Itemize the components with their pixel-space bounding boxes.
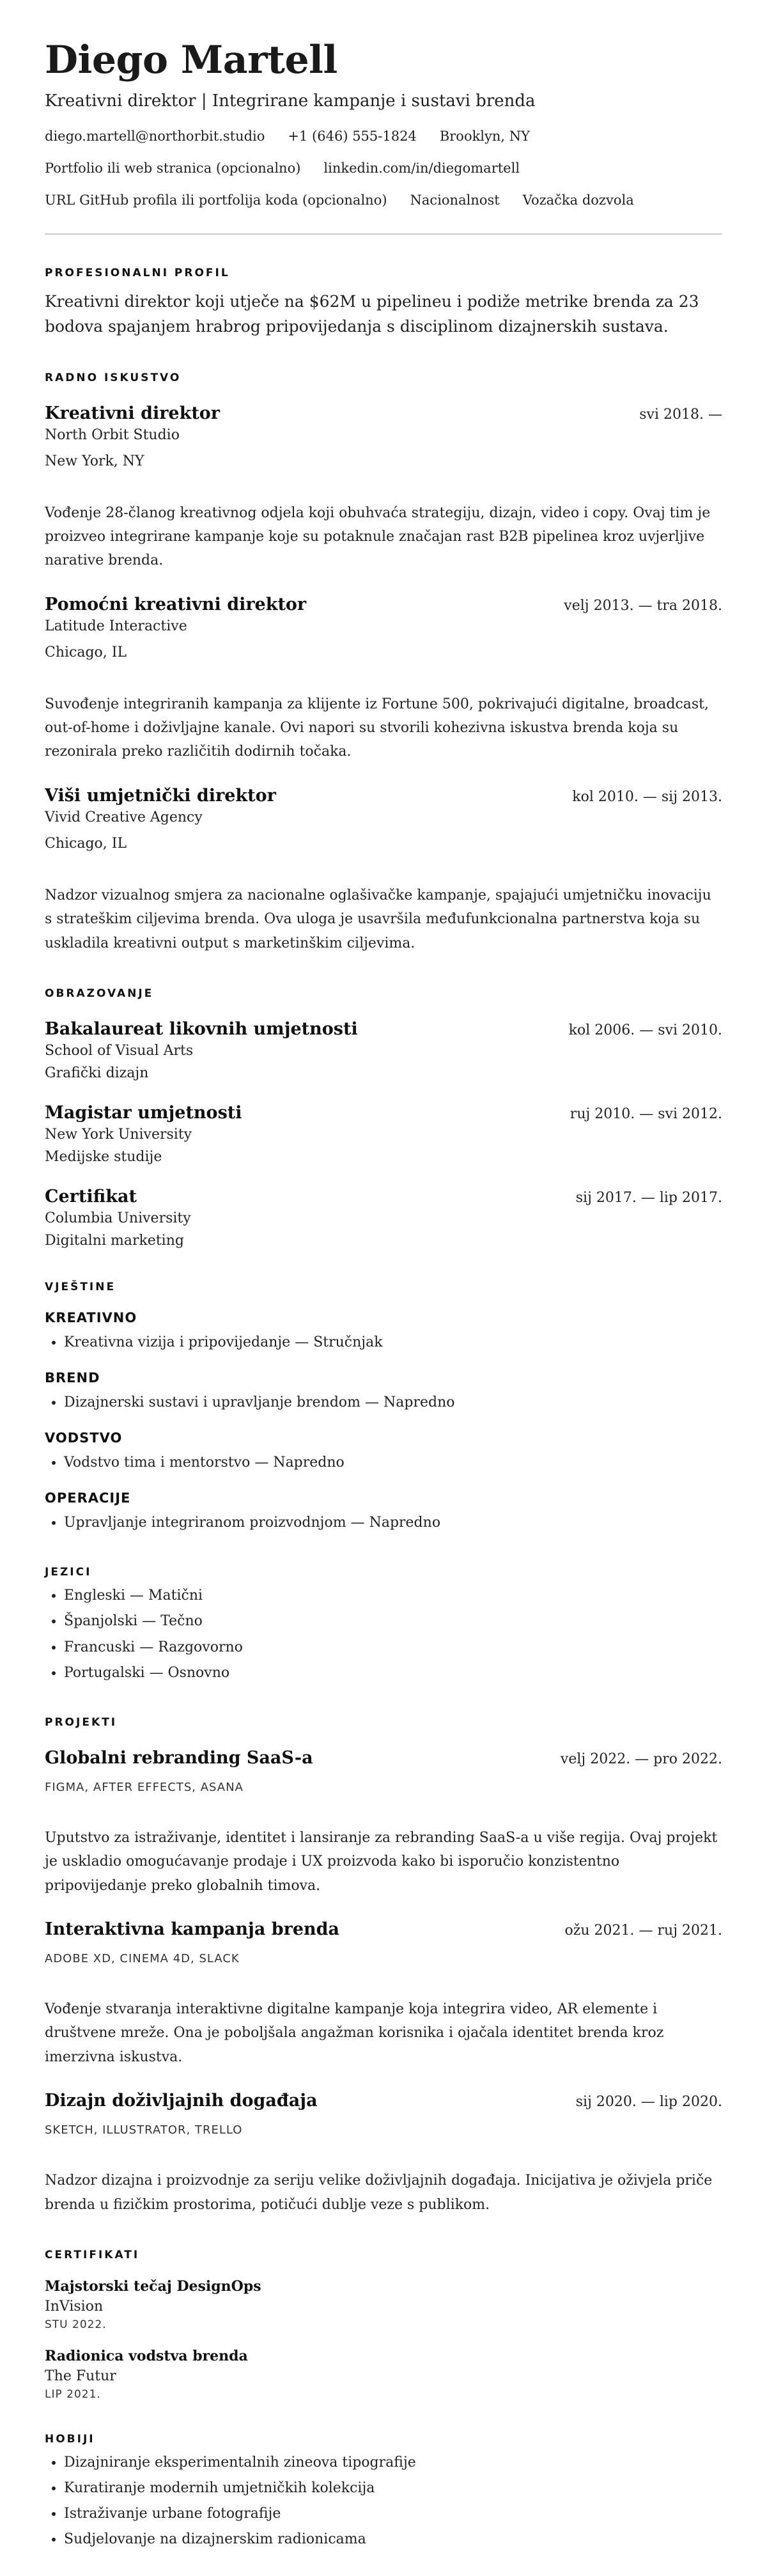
project-description: Vođenje stvaranja interaktivne digitalne kampanje koja integrira video, AR elemente i društvene mreže. Ona je poboljšala angažman korisnika i ojačala identitet brenda kroz imerzivna iskustva. [45, 2001, 664, 2065]
field-of-study: Medijske studije [45, 1149, 162, 1166]
skill-category: KREATIVNO [45, 1310, 137, 1326]
language-item: • Francuski — Razgovorno [64, 1637, 722, 1659]
job-location: Chicago, IL [45, 644, 127, 660]
project-name: Dizajn doživljajnih događaja [45, 2091, 318, 2111]
certificate-name: Majstorski tečaj DesignOps [45, 2277, 261, 2295]
project-description: Nadzor dizajna i proizvodnje za seriju velike doživljajnih događaja. Inicijativa je oživjela priče brenda u fizičkim prostorima, potičući dublje veze s publikom. [45, 2173, 713, 2213]
job-date: velj 2013. — tra 2018. [564, 597, 722, 614]
hobby-item: • Kuratiranje modernih umjetničkih kolekcija [64, 2478, 722, 2499]
certificate-date: STU 2022. [45, 2318, 107, 2331]
job-description: Nadzor vizualnog smjera za nacionalne oglašivačke kampanje, spajajući umjetničku inovaciju s strateškim ciljevima brenda. Ova uloga je usavršila međufunkcionalna partnerstva koja su uskladila kreativni output s marketinškim ciljevima. [45, 887, 711, 951]
education-entry [45, 1103, 722, 1165]
job-title: Viši umjetnički direktor [45, 785, 276, 806]
skill-list [45, 1332, 722, 1354]
candidate-name: Diego Martell [45, 38, 337, 82]
portfolio-link[interactable]: Portfolio ili web stranica (opcionalno) [45, 160, 301, 176]
languages-section-title: JEZICI [45, 1566, 92, 1579]
degree-title: Certifikat [45, 1187, 137, 1207]
headline: Kreativni direktor | Integrirane kampanje i sustavi brenda [45, 91, 536, 111]
job-date: kol 2010. — sij 2013. [572, 788, 722, 805]
field-of-study: Digitalni marketing [45, 1233, 184, 1249]
hobby-list [45, 2452, 722, 2550]
email-link[interactable]: diego.martell@northorbit.studio [45, 129, 265, 144]
skill-item: • Upravljanje integriranom proizvodnjom — Napredno [64, 1512, 722, 1534]
language-list [45, 1585, 722, 1683]
project-name: Interaktivna kampanja brenda [45, 1919, 340, 1939]
skill-list [45, 1452, 722, 1474]
certificate-issuer: InVision [45, 2298, 104, 2314]
job-date: svi 2018. — [639, 406, 722, 423]
projects-section-title: PROJEKTI [45, 1715, 118, 1729]
contact-row [45, 129, 722, 144]
language-item: • Španjolski — Tečno [64, 1611, 722, 1632]
education-section-title: OBRAZOVANJE [45, 987, 154, 1001]
education-entry [45, 1187, 722, 1249]
skill-item: • Dizajnerski sustavi i upravljanje brendom — Napredno [64, 1392, 722, 1414]
project-entry [45, 1748, 722, 1898]
experience-entry [45, 786, 722, 955]
skill-category: OPERACIJE [45, 1490, 131, 1506]
job-description: Suvođenje integriranih kampanja za klijente iz Fortune 500, pokrivajući digitalne, broadcast, out-of-home i doživljajne kanale. Ovi napori su stvorili kohezivna iskustva brenda koja su rezonirala preko različitih dodirnih točaka. [45, 696, 709, 760]
school-name: School of Visual Arts [45, 1043, 194, 1059]
location-text: Brooklyn, NY [439, 129, 531, 144]
project-description: Uputstvo za istraživanje, identitet i lansiranje za rebranding SaaS-a u više regija. Ovaj projekt je uskladio omogućavanje prodaje i UX proizvoda kako bi isporučio konzistentno pripovijedanje preko globalnih timova. [45, 1829, 718, 1894]
skill-list [45, 1512, 722, 1534]
certificates-section-title: CERTIFIKATI [45, 2248, 140, 2261]
linkedin-link[interactable]: linkedin.com/in/diegomartell [323, 160, 520, 176]
education-date: ruj 2010. — svi 2012. [569, 1106, 722, 1123]
project-date: velj 2022. — pro 2022. [560, 1751, 722, 1767]
degree-title: Bakalaureat likovnih umjetnosti [45, 1019, 358, 1040]
certificate-entry [45, 2278, 722, 2331]
project-name: Globalni rebranding SaaS-a [45, 1747, 313, 1768]
skill-category: BREND [45, 1370, 100, 1386]
nationality-text: Nacionalnost [410, 192, 500, 208]
skill-item: • Vodstvo tima i mentorstvo — Napredno [64, 1452, 722, 1474]
job-location: New York, NY [45, 453, 144, 469]
degree-title: Magistar umjetnosti [45, 1103, 242, 1123]
experience-entry [45, 403, 722, 573]
project-entry [45, 1919, 722, 2069]
company-name: Latitude Interactive [45, 618, 187, 634]
education-date: sij 2017. — lip 2017. [575, 1190, 722, 1206]
hobby-item: • Dizajniranje eksperimentalnih zineova tipografije [64, 2452, 722, 2474]
experience-entry [45, 595, 722, 764]
project-tools: FIGMA, AFTER EFFECTS, ASANA [45, 1780, 244, 1794]
language-item: • Portugalski — Osnovno [64, 1662, 722, 1684]
hobby-item: • Sudjelovanje na dizajnerskim radionicama [64, 2529, 722, 2550]
job-title: Kreativni direktor [45, 403, 221, 423]
drivers-license-text: Vozačka dozvola [522, 192, 634, 208]
skill-category: VODSTVO [45, 1430, 123, 1446]
phone-link[interactable]: +1 (646) 555-1824 [288, 129, 417, 144]
hobbies-section-title: HOBIJI [45, 2432, 95, 2446]
project-entry [45, 2091, 722, 2217]
company-name: North Orbit Studio [45, 426, 180, 443]
experience-section-title: RADNO ISKUSTVO [45, 371, 182, 384]
certificate-date: LIP 2021. [45, 2387, 101, 2401]
school-name: New York University [45, 1127, 192, 1143]
job-location: Chicago, IL [45, 835, 127, 852]
hobby-item: • Istraživanje urbane fotografije [64, 2503, 722, 2525]
company-name: Vivid Creative Agency [45, 809, 203, 825]
project-date: ožu 2021. — ruj 2021. [564, 1922, 722, 1939]
project-tools: ADOBE XD, CINEMA 4D, SLACK [45, 1951, 240, 1965]
field-of-study: Grafički dizajn [45, 1065, 149, 1082]
certificate-name: Radionica vodstva brenda [45, 2347, 248, 2364]
profile-summary: Kreativni direktor koji utječe na $62M u pipelineu i podiže metrike brenda za 23 bodova spajanjem hrabrog pripovijedanja s disciplinom dizajnerskih sustava. [45, 292, 699, 336]
project-date: sij 2020. — lip 2020. [575, 2094, 722, 2111]
school-name: Columbia University [45, 1210, 191, 1227]
job-title: Pomoćni kreativni direktor [45, 594, 307, 614]
skill-item: • Kreativna vizija i pripovijedanje — Stručnjak [64, 1332, 722, 1354]
header-divider [45, 233, 722, 235]
skill-list [45, 1392, 722, 1414]
education-entry [45, 1019, 722, 1081]
job-description: Vođenje 28-članog kreativnog odjela koji obuhvaća strategiju, dizajn, video i copy. Ovaj tim je proizveo integrirane kampanje koje su potaknule značajan rast B2B pipelinea kroz uvjerljive narative brenda. [45, 504, 711, 569]
github-link[interactable]: URL GitHub profila ili portfolija koda (opcionalno) [45, 192, 387, 208]
education-date: kol 2006. — svi 2010. [568, 1022, 722, 1039]
certificate-issuer: The Futur [45, 2368, 116, 2384]
language-item: • Engleski — Matični [64, 1585, 722, 1607]
contact-row [45, 192, 722, 208]
certificate-entry [45, 2348, 722, 2401]
project-tools: SKETCH, ILLUSTRATOR, TRELLO [45, 2123, 243, 2137]
profile-section-title: PROFESIONALNI PROFIL [45, 267, 230, 279]
skills-section-title: VJEŠTINE [45, 1281, 116, 1294]
contact-row [45, 160, 722, 176]
